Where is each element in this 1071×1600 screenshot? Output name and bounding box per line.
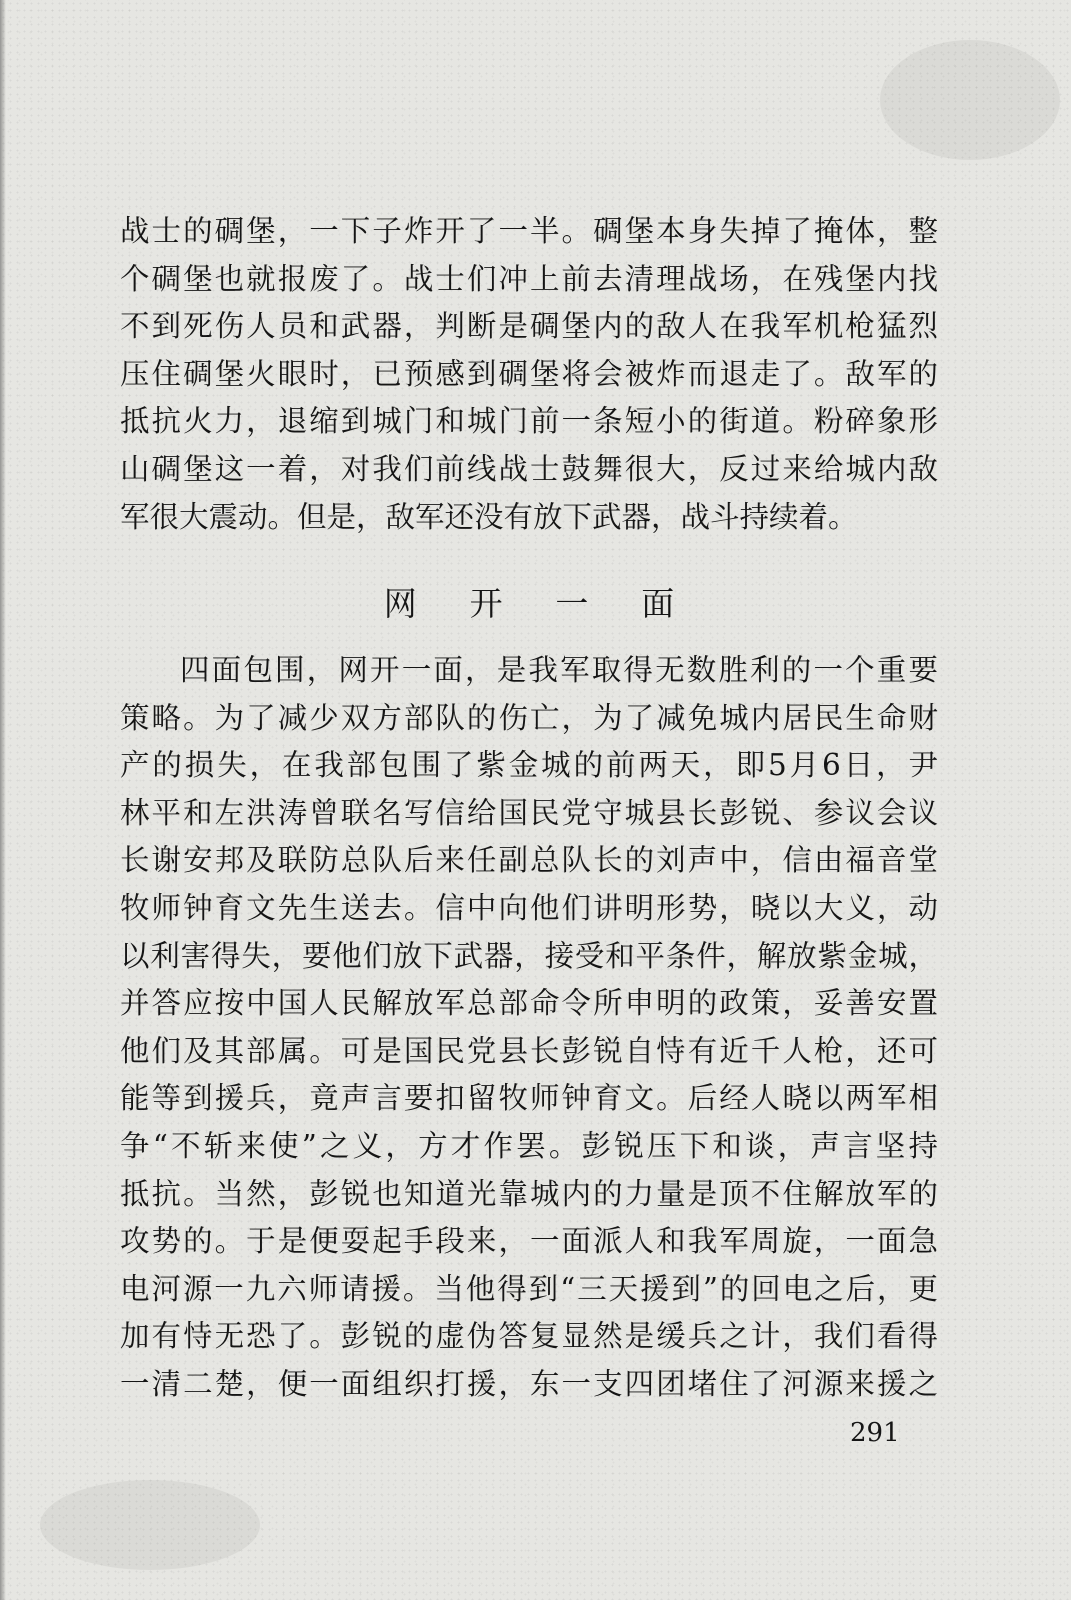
text-line: 能等到援兵，竟声言要扣留牧师钟育文。后经人晓以两军相 [120,1081,938,1116]
text-line: 争“不斩来使”之义，方才作罢。彭锐压下和谈，声言坚持 [120,1128,938,1163]
text-line: 牧师钟育文先生送去。信中向他们讲明形势，晓以大义，动 [120,890,938,925]
text-line: 加有恃无恐了。彭锐的虚伪答复显然是缓兵之计，我们看得 [120,1319,938,1354]
text-line: 个碉堡也就报废了。战士们冲上前去清理战场，在残堡内找 [120,261,938,296]
section-heading: 网开一面 [383,584,727,623]
text-line: 以利害得失，要他们放下武器，接受和平条件，解放紫金城， [120,938,938,973]
text-line: 策略。为了减少双方部队的伤亡，为了减免城内居民生命财 [120,700,938,735]
page-edge-shadow [0,0,6,1600]
text-line: 四面包围，网开一面，是我军取得无数胜利的一个重要 [180,653,938,687]
paragraph-body [120,647,938,1409]
text-line: 电河源一九六师请援。当他得到“三天援到”的回电之后，更 [120,1271,938,1306]
text-line: 不到死伤人员和武器，判断是碉堡内的敌人在我军机枪猛烈 [120,309,938,344]
text-line: 产的损失，在我部包围了紫金城的前两天，即5月6日，尹 [120,748,938,783]
text-line: 他们及其部属。可是国民党县长彭锐自恃有近千人枪，还可 [120,1033,938,1068]
text-line: 山碉堡这一着，对我们前线战士鼓舞很大，反过来给城内敌 [120,451,938,486]
paper-stain [880,40,1060,160]
text-line: 林平和左洪涛曾联名写信给国民党守城县长彭锐、参议会议 [120,795,938,830]
page-number: 291 [850,1418,900,1448]
paragraph-continued [120,208,938,541]
text-line: 并答应按中国人民解放军总部命令所申明的政策，妥善安置 [120,986,938,1021]
text-line: 压住碉堡火眼时，已预感到碉堡将会被炸而退走了。敌军的 [120,356,938,391]
text-line: 抵抗。当然，彭锐也知道光靠城内的力量是顶不住解放军的 [120,1176,938,1211]
text-line: 军很大震动。但是，敌军还没有放下武器，战斗持续着。 [120,499,858,534]
text-line: 长谢安邦及联防总队后来任副总队长的刘声中，信由福音堂 [120,843,938,878]
paper-stain [40,1480,260,1570]
text-line: 战士的碉堡，一下子炸开了一半。碉堡本身失掉了掩体，整 [120,214,938,248]
text-line: 一清二楚，便一面组织打援，东一支四团堵住了河源来援之 [120,1366,938,1401]
text-line: 抵抗火力，退缩到城门和城门前一条短小的街道。粉碎象形 [120,404,938,439]
text-line: 攻势的。于是便耍起手段来，一面派人和我军周旋，一面急 [120,1224,938,1259]
